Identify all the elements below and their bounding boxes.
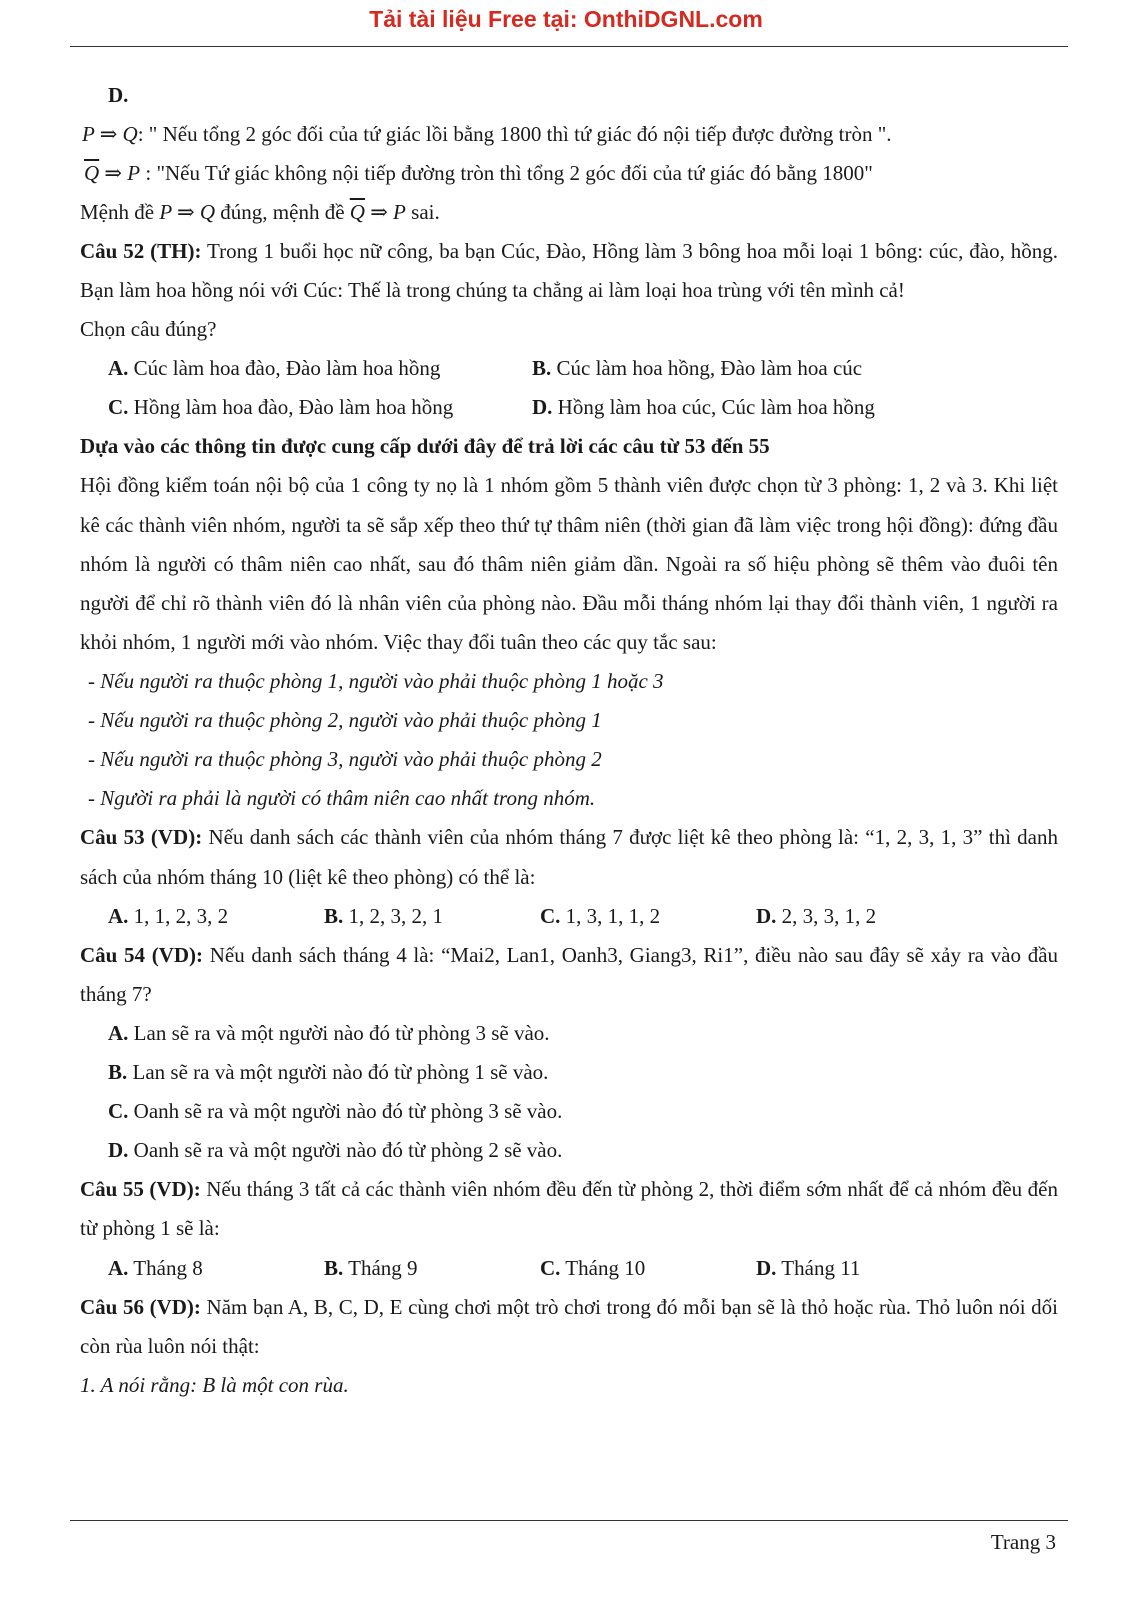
negation-q: $\overline{Q}$ [84, 161, 100, 185]
site-header-link[interactable]: Tải tài liệu Free tại: OnthiDGNL.com [369, 6, 763, 32]
conclusion-math-2: ⇒ P [364, 200, 406, 224]
question-54-text: Nếu danh sách tháng 4 là: “Mai2, Lan1, Oanh3, Giang3, Ri1”, điều nào sau đây sẽ xảy ra vào đầu tháng 7? [80, 942, 1059, 1007]
answer-d-label: D. [108, 83, 129, 107]
question-56 [80, 1288, 1058, 1366]
option-text: Hồng làm hoa cúc, Cúc làm hoa hồng [552, 395, 875, 420]
option-letter: C. [108, 1099, 129, 1124]
answer-d-line2-text: : "Nếu Tứ giác không nội tiếp đường tròn thì tổng 2 góc đối của tứ giác đó bằng 1800" [140, 161, 873, 185]
option-text: Oanh sẽ ra và một người nào đó từ phòng 2 sẽ vào. [128, 1138, 563, 1163]
option-letter: B. [324, 903, 344, 928]
q55-option-d[interactable] [756, 1249, 860, 1288]
conclusion-text-c: sai. [405, 200, 440, 224]
answer-d-line1-text: : " Nếu tổng 2 góc đối của tứ giác lồi bằng 1800 thì tứ giác đó nội tiếp được đường tròn ". [137, 122, 892, 146]
q53-option-c[interactable] [540, 897, 756, 936]
question-53-text: Nếu danh sách các thành viên của nhóm tháng 7 được liệt kê theo phòng là: “1, 2, 3, 1, 3” thì danh sách của nhóm tháng 10 (liệt kê theo phòng) có thể là: [80, 825, 1058, 889]
answer-d-line1 [80, 115, 1058, 154]
q55-option-b[interactable] [324, 1249, 540, 1288]
q54-option-a[interactable] [80, 1014, 1058, 1053]
q52-option-a[interactable] [108, 349, 532, 388]
conclusion-negation-q: $\overline{Q}$ [349, 200, 365, 224]
option-text: Cúc làm hoa hồng, Đào làm hoa cúc [551, 356, 863, 381]
option-text: 1, 1, 2, 3, 2 [128, 903, 229, 928]
conclusion-math-1: P ⇒ Q [159, 200, 216, 224]
q54-option-d[interactable] [80, 1131, 1058, 1170]
page-content [80, 76, 1058, 1405]
option-text: Tháng 10 [560, 1255, 646, 1280]
q55-option-c[interactable] [540, 1249, 756, 1288]
question-52-options-row-2 [80, 388, 1058, 427]
q52-option-c[interactable] [108, 388, 532, 427]
question-56-label: Câu 56 (VD): [80, 1294, 201, 1319]
question-56-text: Năm bạn A, B, C, D, E cùng chơi một trò chơi trong đó mỗi bạn sẽ là thỏ hoặc rùa. Thỏ luôn nói dối còn rùa luôn nói thật: [80, 1294, 1059, 1358]
option-letter: B. [324, 1255, 344, 1280]
option-text: Tháng 8 [128, 1255, 203, 1280]
question-52-text: Trong 1 buổi học nữ công, ba bạn Cúc, Đào, Hồng làm 3 bông hoa mỗi loại 1 bông: cúc, đào, hồng. Bạn làm hoa hồng nói với Cúc: Thế là trong chúng ta chẳng ai làm loại hoa trùng với tên mình cả! [80, 239, 1059, 303]
context-rule-4: - Người ra phải là người có thâm niên cao nhất trong nhóm. [88, 786, 596, 811]
answer-d-line2 [80, 154, 1058, 193]
option-letter: B. [108, 1060, 128, 1085]
question-53-label: Câu 53 (VD): [80, 825, 203, 850]
option-letter: A. [108, 1255, 129, 1280]
q52-option-d[interactable] [532, 388, 875, 427]
footer-divider [70, 1520, 1068, 1521]
q54-option-b[interactable] [80, 1053, 1058, 1092]
q53-option-a[interactable] [108, 897, 324, 936]
option-letter: A. [108, 903, 129, 928]
header-divider [70, 46, 1068, 47]
question-52-options-row-1 [80, 349, 1058, 388]
question-56-statement-1: 1. A nói rằng: B là một con rùa. [80, 1373, 349, 1398]
question-55-options [80, 1249, 1058, 1288]
option-text: Oanh sẽ ra và một người nào đó từ phòng 3 sẽ vào. [128, 1099, 563, 1124]
option-letter: A. [108, 356, 129, 381]
option-text: Lan sẽ ra và một người nào đó từ phòng 3 sẽ vào. [128, 1021, 550, 1046]
question-53-options [80, 897, 1058, 936]
option-letter: D. [756, 903, 777, 928]
option-text: Lan sẽ ra và một người nào đó từ phòng 1 sẽ vào. [127, 1060, 549, 1085]
option-text: Tháng 11 [776, 1255, 861, 1280]
option-letter: A. [108, 1021, 129, 1046]
option-text: Tháng 9 [343, 1255, 418, 1280]
context-rule-2: - Nếu người ra thuộc phòng 2, người vào phải thuộc phòng 1 [88, 708, 602, 733]
page-number: Trang 3 [990, 1530, 1056, 1554]
option-text: 1, 2, 3, 2, 1 [343, 903, 444, 928]
option-text: Cúc làm hoa đào, Đào làm hoa hồng [128, 356, 441, 381]
option-text: 1, 3, 1, 1, 2 [560, 903, 661, 928]
implication-p-q: P ⇒ Q [82, 122, 138, 146]
q53-option-b[interactable] [324, 897, 540, 936]
conclusion-text-b: đúng, mệnh đề [215, 200, 350, 224]
option-letter: D. [108, 1138, 129, 1163]
conclusion-text-a: Mệnh đề [80, 200, 160, 224]
question-52 [80, 232, 1058, 310]
q52-option-b[interactable] [532, 349, 862, 388]
q54-option-c[interactable] [80, 1092, 1058, 1131]
implication-rest: ⇒ P [99, 161, 141, 185]
context-heading: Dựa vào các thông tin được cung cấp dưới đây để trả lời các câu từ 53 đến 55 [80, 434, 770, 459]
q53-option-d[interactable] [756, 897, 876, 936]
option-letter: D. [756, 1255, 777, 1280]
q55-option-a[interactable] [108, 1249, 324, 1288]
context-rule-3: - Nếu người ra thuộc phòng 3, người vào phải thuộc phòng 2 [88, 747, 602, 772]
question-54 [80, 936, 1058, 1014]
answer-d-conclusion [80, 193, 1058, 232]
context-rule-1: - Nếu người ra thuộc phòng 1, người vào phải thuộc phòng 1 hoặc 3 [88, 669, 664, 694]
context-paragraph: Hội đồng kiểm toán nội bộ của 1 công ty nọ là 1 nhóm gồm 5 thành viên được chọn từ 3 phòng: 1, 2 và 3. Khi liệt kê các thành viên nhóm, người ta sẽ sắp xếp theo thứ tự thâm niên (thời gian đã làm việc trong hội đồng): đứng đầu nhóm là người có thâm niên cao nhất, sau đó thâm niên giảm dần. Ngoài ra số hiệu phòng sẽ thêm vào đuôi tên người để chỉ rõ thành viên đó là nhân viên của phòng nào. Đầu mỗi tháng nhóm lại thay đổi thành viên, 1 người ra khỏi nhóm, 1 người mới vào nhóm. Việc thay đổi tuân theo các quy tắc sau: [80, 473, 1058, 655]
option-text: 2, 3, 3, 1, 2 [776, 903, 877, 928]
option-letter: C. [540, 1255, 561, 1280]
option-letter: C. [108, 395, 129, 420]
question-55-label: Câu 55 (VD): [80, 1177, 201, 1202]
question-52-label: Câu 52 (TH): [80, 239, 202, 263]
question-54-label: Câu 54 (VD): [80, 942, 204, 967]
option-letter: C. [540, 903, 561, 928]
option-letter: B. [532, 356, 552, 381]
question-52-prompt: Chọn câu đúng? [80, 317, 217, 342]
question-55 [80, 1170, 1058, 1248]
question-55-text: Nếu tháng 3 tất cả các thành viên nhóm đều đến từ phòng 2, thời điểm sớm nhất để cả nhóm đều đến từ phòng 1 sẽ là: [80, 1177, 1058, 1241]
option-text: Hồng làm hoa đào, Đào làm hoa hồng [128, 395, 454, 420]
option-letter: D. [532, 395, 553, 420]
question-53 [80, 818, 1058, 896]
